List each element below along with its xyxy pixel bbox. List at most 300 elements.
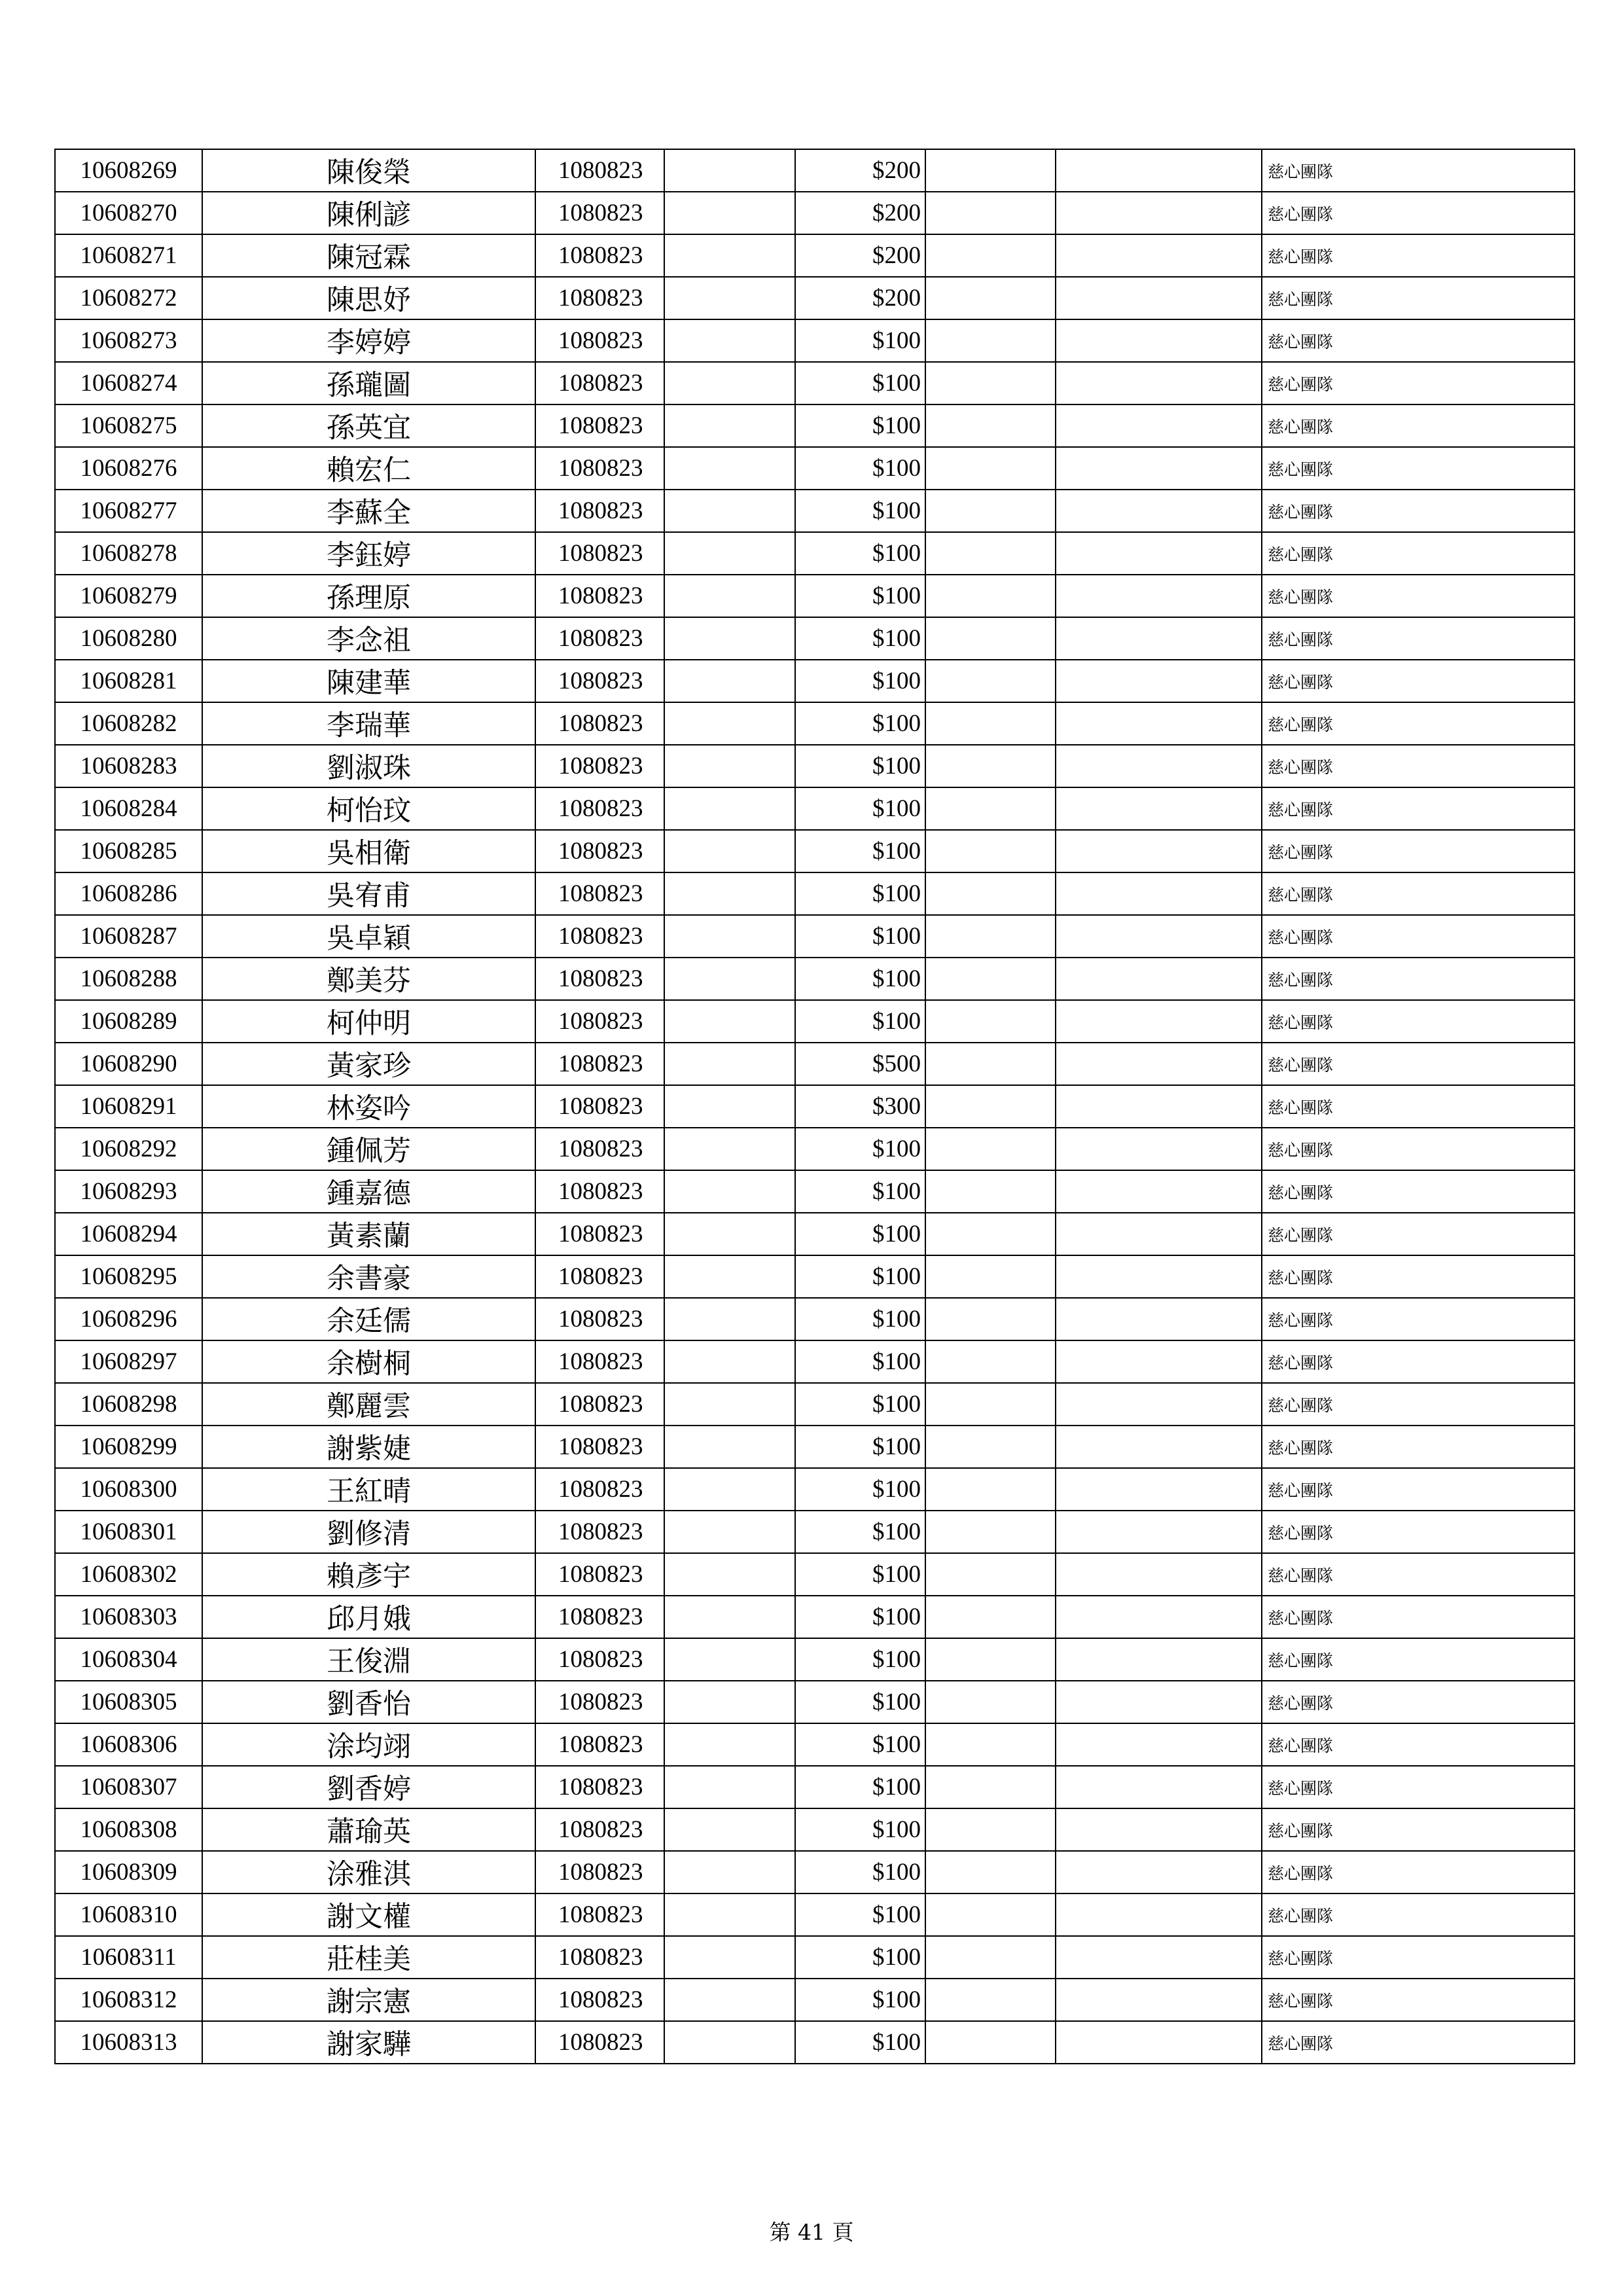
date-cell: 1080823 (535, 830, 664, 872)
table-body (55, 149, 1575, 2064)
table-row (55, 1808, 1575, 1851)
empty-cell (1056, 1468, 1262, 1511)
empty-cell (1056, 192, 1262, 234)
receipt-id-cell: 10608291 (55, 1085, 202, 1128)
donor-name-cell: 賴宏仁 (202, 447, 535, 490)
receipt-id-cell: 10608270 (55, 192, 202, 234)
receipt-id-cell: 10608297 (55, 1340, 202, 1383)
amount-cell: $100 (795, 1766, 925, 1808)
table-row (55, 830, 1575, 872)
team-cell: 慈心團隊 (1262, 1255, 1575, 1298)
table-row (55, 1681, 1575, 1723)
team-cell: 慈心團隊 (1262, 1213, 1575, 1255)
team-cell: 慈心團隊 (1262, 1979, 1575, 2021)
empty-cell (664, 362, 795, 404)
date-cell: 1080823 (535, 1213, 664, 1255)
amount-cell: $100 (795, 1681, 925, 1723)
empty-cell (925, 1426, 1056, 1468)
team-cell: 慈心團隊 (1262, 1383, 1575, 1426)
empty-cell (925, 1511, 1056, 1553)
empty-cell (664, 1553, 795, 1596)
donor-name-cell: 陳俐諺 (202, 192, 535, 234)
team-cell: 慈心團隊 (1262, 192, 1575, 234)
amount-cell: $200 (795, 149, 925, 192)
donor-name-cell: 鄭美芬 (202, 958, 535, 1000)
empty-cell (664, 1340, 795, 1383)
date-cell: 1080823 (535, 1511, 664, 1553)
team-cell: 慈心團隊 (1262, 1170, 1575, 1213)
amount-cell: $100 (795, 1596, 925, 1638)
amount-cell: $100 (795, 1213, 925, 1255)
empty-cell (664, 575, 795, 617)
amount-cell: $100 (795, 1511, 925, 1553)
empty-cell (664, 1511, 795, 1553)
table-row (55, 1298, 1575, 1340)
table-row (55, 1213, 1575, 1255)
team-cell: 慈心團隊 (1262, 1511, 1575, 1553)
amount-cell: $100 (795, 1128, 925, 1170)
receipt-id-cell: 10608277 (55, 490, 202, 532)
date-cell: 1080823 (535, 234, 664, 277)
page-number: 第 41 頁 (769, 2219, 854, 2245)
empty-cell (1056, 1128, 1262, 1170)
amount-cell: $100 (795, 1979, 925, 2021)
date-cell: 1080823 (535, 1340, 664, 1383)
date-cell: 1080823 (535, 1170, 664, 1213)
empty-cell (664, 830, 795, 872)
donor-name-cell: 邱月娥 (202, 1596, 535, 1638)
empty-cell (1056, 1893, 1262, 1936)
empty-cell (925, 1043, 1056, 1085)
empty-cell (664, 1085, 795, 1128)
donor-name-cell: 劉香怡 (202, 1681, 535, 1723)
receipt-id-cell: 10608300 (55, 1468, 202, 1511)
empty-cell (925, 362, 1056, 404)
empty-cell (1056, 1043, 1262, 1085)
donor-name-cell: 鍾佩芳 (202, 1128, 535, 1170)
receipt-id-cell: 10608301 (55, 1511, 202, 1553)
amount-cell: $100 (795, 404, 925, 447)
table-row (55, 2021, 1575, 2064)
donor-name-cell: 陳俊榮 (202, 149, 535, 192)
empty-cell (1056, 1255, 1262, 1298)
receipt-id-cell: 10608292 (55, 1128, 202, 1170)
empty-cell (925, 575, 1056, 617)
donor-name-cell: 謝宗憲 (202, 1979, 535, 2021)
table-row (55, 702, 1575, 745)
empty-cell (664, 404, 795, 447)
empty-cell (925, 1085, 1056, 1128)
empty-cell (664, 1426, 795, 1468)
receipt-id-cell: 10608309 (55, 1851, 202, 1893)
empty-cell (925, 1298, 1056, 1340)
team-cell: 慈心團隊 (1262, 872, 1575, 915)
empty-cell (925, 447, 1056, 490)
empty-cell (1056, 1511, 1262, 1553)
donor-name-cell: 謝文權 (202, 1893, 535, 1936)
empty-cell (1056, 404, 1262, 447)
empty-cell (664, 1723, 795, 1766)
amount-cell: $100 (795, 1893, 925, 1936)
empty-cell (925, 1170, 1056, 1213)
donor-name-cell: 賴彥宇 (202, 1553, 535, 1596)
receipt-id-cell: 10608289 (55, 1000, 202, 1043)
amount-cell: $100 (795, 1638, 925, 1681)
date-cell: 1080823 (535, 1979, 664, 2021)
date-cell: 1080823 (535, 1383, 664, 1426)
date-cell: 1080823 (535, 1553, 664, 1596)
date-cell: 1080823 (535, 702, 664, 745)
empty-cell (664, 1936, 795, 1979)
date-cell: 1080823 (535, 1468, 664, 1511)
date-cell: 1080823 (535, 1808, 664, 1851)
empty-cell (664, 1213, 795, 1255)
amount-cell: $100 (795, 319, 925, 362)
empty-cell (925, 1893, 1056, 1936)
date-cell: 1080823 (535, 1936, 664, 1979)
team-cell: 慈心團隊 (1262, 149, 1575, 192)
date-cell: 1080823 (535, 192, 664, 234)
empty-cell (1056, 872, 1262, 915)
empty-cell (1056, 1383, 1262, 1426)
empty-cell (925, 319, 1056, 362)
amount-cell: $100 (795, 2021, 925, 2064)
donation-table (54, 149, 1575, 2064)
date-cell: 1080823 (535, 532, 664, 575)
team-cell: 慈心團隊 (1262, 1723, 1575, 1766)
amount-cell: $100 (795, 958, 925, 1000)
amount-cell: $100 (795, 1851, 925, 1893)
receipt-id-cell: 10608271 (55, 234, 202, 277)
team-cell: 慈心團隊 (1262, 234, 1575, 277)
empty-cell (1056, 1723, 1262, 1766)
empty-cell (1056, 2021, 1262, 2064)
empty-cell (664, 2021, 795, 2064)
receipt-id-cell: 10608294 (55, 1213, 202, 1255)
empty-cell (925, 1851, 1056, 1893)
receipt-id-cell: 10608281 (55, 660, 202, 702)
empty-cell (925, 1128, 1056, 1170)
table-row (55, 1851, 1575, 1893)
table-row (55, 1340, 1575, 1383)
empty-cell (1056, 1426, 1262, 1468)
date-cell: 1080823 (535, 787, 664, 830)
empty-cell (664, 872, 795, 915)
receipt-id-cell: 10608283 (55, 745, 202, 787)
receipt-id-cell: 10608296 (55, 1298, 202, 1340)
team-cell: 慈心團隊 (1262, 787, 1575, 830)
receipt-id-cell: 10608273 (55, 319, 202, 362)
team-cell: 慈心團隊 (1262, 1298, 1575, 1340)
empty-cell (925, 702, 1056, 745)
date-cell: 1080823 (535, 447, 664, 490)
empty-cell (664, 447, 795, 490)
date-cell: 1080823 (535, 149, 664, 192)
date-cell: 1080823 (535, 1255, 664, 1298)
team-cell: 慈心團隊 (1262, 277, 1575, 319)
team-cell: 慈心團隊 (1262, 1340, 1575, 1383)
table-row (55, 490, 1575, 532)
donor-name-cell: 吳宥甫 (202, 872, 535, 915)
donor-name-cell: 李念祖 (202, 617, 535, 660)
table-row (55, 1383, 1575, 1426)
empty-cell (664, 1979, 795, 2021)
table-row (55, 447, 1575, 490)
amount-cell: $100 (795, 872, 925, 915)
table-row (55, 915, 1575, 958)
date-cell: 1080823 (535, 404, 664, 447)
empty-cell (664, 1170, 795, 1213)
receipt-id-cell: 10608280 (55, 617, 202, 660)
empty-cell (1056, 617, 1262, 660)
amount-cell: $100 (795, 1000, 925, 1043)
empty-cell (1056, 1979, 1262, 2021)
empty-cell (664, 277, 795, 319)
team-cell: 慈心團隊 (1262, 745, 1575, 787)
empty-cell (664, 1893, 795, 1936)
table-row (55, 660, 1575, 702)
date-cell: 1080823 (535, 872, 664, 915)
donor-name-cell: 鍾嘉德 (202, 1170, 535, 1213)
donor-name-cell: 陳冠霖 (202, 234, 535, 277)
receipt-id-cell: 10608313 (55, 2021, 202, 2064)
empty-cell (925, 1723, 1056, 1766)
empty-cell (1056, 1596, 1262, 1638)
date-cell: 1080823 (535, 1085, 664, 1128)
amount-cell: $100 (795, 702, 925, 745)
team-cell: 慈心團隊 (1262, 1426, 1575, 1468)
receipt-id-cell: 10608311 (55, 1936, 202, 1979)
donor-name-cell: 林姿吟 (202, 1085, 535, 1128)
empty-cell (925, 915, 1056, 958)
receipt-id-cell: 10608288 (55, 958, 202, 1000)
receipt-id-cell: 10608290 (55, 1043, 202, 1085)
empty-cell (1056, 490, 1262, 532)
empty-cell (664, 1128, 795, 1170)
empty-cell (664, 1596, 795, 1638)
team-cell: 慈心團隊 (1262, 660, 1575, 702)
empty-cell (925, 1979, 1056, 2021)
empty-cell (664, 532, 795, 575)
receipt-id-cell: 10608279 (55, 575, 202, 617)
amount-cell: $100 (795, 362, 925, 404)
table-row (55, 1085, 1575, 1128)
receipt-id-cell: 10608307 (55, 1766, 202, 1808)
empty-cell (664, 234, 795, 277)
empty-cell (1056, 1170, 1262, 1213)
donor-name-cell: 黃家珍 (202, 1043, 535, 1085)
empty-cell (1056, 1213, 1262, 1255)
empty-cell (1056, 1681, 1262, 1723)
team-cell: 慈心團隊 (1262, 490, 1575, 532)
empty-cell (925, 277, 1056, 319)
donor-name-cell: 鄭麗雲 (202, 1383, 535, 1426)
donor-name-cell: 孫瓏圖 (202, 362, 535, 404)
receipt-id-cell: 10608302 (55, 1553, 202, 1596)
empty-cell (1056, 319, 1262, 362)
date-cell: 1080823 (535, 1298, 664, 1340)
donor-name-cell: 劉修清 (202, 1511, 535, 1553)
empty-cell (925, 404, 1056, 447)
receipt-id-cell: 10608278 (55, 532, 202, 575)
empty-cell (1056, 830, 1262, 872)
empty-cell (1056, 1638, 1262, 1681)
empty-cell (925, 490, 1056, 532)
empty-cell (664, 660, 795, 702)
empty-cell (1056, 1340, 1262, 1383)
empty-cell (1056, 1085, 1262, 1128)
receipt-id-cell: 10608298 (55, 1383, 202, 1426)
date-cell: 1080823 (535, 958, 664, 1000)
empty-cell (925, 1936, 1056, 1979)
empty-cell (925, 660, 1056, 702)
table-row (55, 1638, 1575, 1681)
empty-cell (925, 830, 1056, 872)
empty-cell (925, 958, 1056, 1000)
donor-name-cell: 涂均翊 (202, 1723, 535, 1766)
empty-cell (664, 1638, 795, 1681)
empty-cell (925, 192, 1056, 234)
empty-cell (925, 234, 1056, 277)
empty-cell (1056, 1766, 1262, 1808)
empty-cell (1056, 958, 1262, 1000)
donor-name-cell: 吳卓穎 (202, 915, 535, 958)
amount-cell: $100 (795, 1298, 925, 1340)
empty-cell (1056, 532, 1262, 575)
donor-name-cell: 孫理原 (202, 575, 535, 617)
empty-cell (925, 149, 1056, 192)
receipt-id-cell: 10608284 (55, 787, 202, 830)
amount-cell: $200 (795, 192, 925, 234)
donor-name-cell: 黃素蘭 (202, 1213, 535, 1255)
amount-cell: $100 (795, 1808, 925, 1851)
team-cell: 慈心團隊 (1262, 915, 1575, 958)
donor-name-cell: 余書豪 (202, 1255, 535, 1298)
receipt-id-cell: 10608303 (55, 1596, 202, 1638)
amount-cell: $100 (795, 915, 925, 958)
team-cell: 慈心團隊 (1262, 1936, 1575, 1979)
empty-cell (1056, 1936, 1262, 1979)
receipt-id-cell: 10608285 (55, 830, 202, 872)
team-cell: 慈心團隊 (1262, 1681, 1575, 1723)
donor-name-cell: 蕭瑜英 (202, 1808, 535, 1851)
empty-cell (1056, 234, 1262, 277)
empty-cell (1056, 1000, 1262, 1043)
amount-cell: $100 (795, 1936, 925, 1979)
donor-name-cell: 余樹桐 (202, 1340, 535, 1383)
empty-cell (1056, 702, 1262, 745)
empty-cell (925, 1468, 1056, 1511)
receipt-id-cell: 10608295 (55, 1255, 202, 1298)
date-cell: 1080823 (535, 1638, 664, 1681)
team-cell: 慈心團隊 (1262, 702, 1575, 745)
empty-cell (925, 1808, 1056, 1851)
team-cell: 慈心團隊 (1262, 1468, 1575, 1511)
receipt-id-cell: 10608275 (55, 404, 202, 447)
date-cell: 1080823 (535, 1681, 664, 1723)
donor-name-cell: 孫英宜 (202, 404, 535, 447)
table-row (55, 1468, 1575, 1511)
amount-cell: $100 (795, 1170, 925, 1213)
team-cell: 慈心團隊 (1262, 830, 1575, 872)
empty-cell (925, 1681, 1056, 1723)
empty-cell (1056, 1553, 1262, 1596)
receipt-id-cell: 10608308 (55, 1808, 202, 1851)
date-cell: 1080823 (535, 319, 664, 362)
empty-cell (664, 1851, 795, 1893)
date-cell: 1080823 (535, 2021, 664, 2064)
amount-cell: $200 (795, 277, 925, 319)
empty-cell (664, 787, 795, 830)
donor-name-cell: 李婷婷 (202, 319, 535, 362)
donor-name-cell: 王紅晴 (202, 1468, 535, 1511)
table-row (55, 1979, 1575, 2021)
amount-cell: $100 (795, 660, 925, 702)
date-cell: 1080823 (535, 745, 664, 787)
receipt-id-cell: 10608310 (55, 1893, 202, 1936)
empty-cell (664, 1298, 795, 1340)
receipt-id-cell: 10608276 (55, 447, 202, 490)
empty-cell (664, 1000, 795, 1043)
donor-name-cell: 王俊淵 (202, 1638, 535, 1681)
empty-cell (1056, 745, 1262, 787)
amount-cell: $500 (795, 1043, 925, 1085)
donor-name-cell: 謝家驊 (202, 2021, 535, 2064)
team-cell: 慈心團隊 (1262, 1808, 1575, 1851)
empty-cell (925, 1766, 1056, 1808)
date-cell: 1080823 (535, 1723, 664, 1766)
empty-cell (1056, 1298, 1262, 1340)
table-row (55, 617, 1575, 660)
team-cell: 慈心團隊 (1262, 1893, 1575, 1936)
amount-cell: $100 (795, 1553, 925, 1596)
empty-cell (925, 872, 1056, 915)
table-row (55, 277, 1575, 319)
team-cell: 慈心團隊 (1262, 575, 1575, 617)
date-cell: 1080823 (535, 575, 664, 617)
table-row (55, 149, 1575, 192)
date-cell: 1080823 (535, 915, 664, 958)
empty-cell (925, 532, 1056, 575)
date-cell: 1080823 (535, 1426, 664, 1468)
table-row (55, 362, 1575, 404)
date-cell: 1080823 (535, 1596, 664, 1638)
team-cell: 慈心團隊 (1262, 1766, 1575, 1808)
empty-cell (664, 745, 795, 787)
donor-name-cell: 謝紫婕 (202, 1426, 535, 1468)
empty-cell (925, 1383, 1056, 1426)
receipt-id-cell: 10608305 (55, 1681, 202, 1723)
empty-cell (1056, 915, 1262, 958)
donor-name-cell: 李蘇全 (202, 490, 535, 532)
empty-cell (925, 1213, 1056, 1255)
amount-cell: $100 (795, 490, 925, 532)
date-cell: 1080823 (535, 1000, 664, 1043)
amount-cell: $100 (795, 1383, 925, 1426)
table-row (55, 1170, 1575, 1213)
date-cell: 1080823 (535, 1128, 664, 1170)
team-cell: 慈心團隊 (1262, 1128, 1575, 1170)
empty-cell (925, 1000, 1056, 1043)
empty-cell (1056, 362, 1262, 404)
donor-name-cell: 李瑞華 (202, 702, 535, 745)
team-cell: 慈心團隊 (1262, 1085, 1575, 1128)
table-row (55, 192, 1575, 234)
empty-cell (664, 1681, 795, 1723)
amount-cell: $100 (795, 447, 925, 490)
team-cell: 慈心團隊 (1262, 1851, 1575, 1893)
table-row (55, 1043, 1575, 1085)
